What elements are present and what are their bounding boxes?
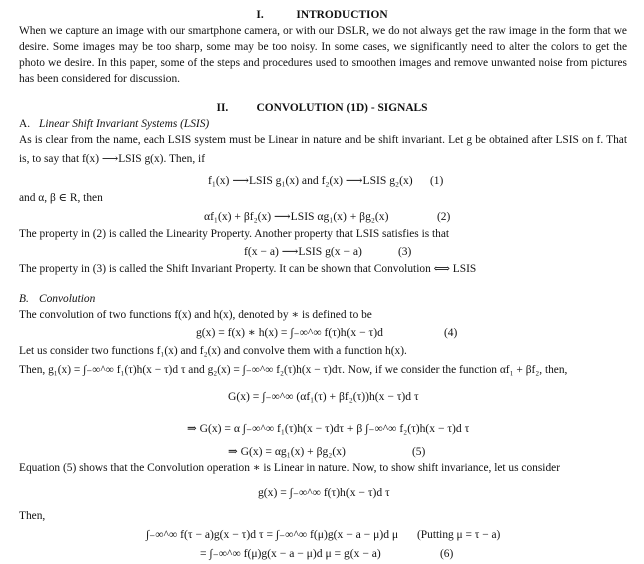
g1-g2-definition-line: Then, g₁(x) = ∫₋∞^∞ f₁(τ)h(x − τ)d τ and g₂(x) = ∫₋∞^∞ f₂(τ)h(x − τ)dτ. Now, if we consider the function αf₁ + βf₂, then, xyxy=(19,364,568,376)
subsection-heading-convolution xyxy=(19,291,95,307)
subsection-heading-lsis xyxy=(19,116,209,132)
subsection-title: Convolution xyxy=(39,293,96,305)
linearity-conclusion-line: Equation (5) shows that the Convolution operation ∗ is Linear in nature. Now, to show shift invariance, let us consider xyxy=(19,462,560,474)
intro-line-2: desire. Some images may be too sharp, some may be too noisy. In some cases, we significantly need to alter the colors to get the xyxy=(19,41,627,53)
section-title: INTRODUCTION xyxy=(296,9,388,21)
equation-4: g(x) = f(x) ∗ h(x) = ∫₋∞^∞ f(τ)h(x − τ)d xyxy=(196,326,383,339)
section-number: I. xyxy=(256,9,264,21)
equation-6-second-line: = ∫₋∞^∞ f(μ)g(x − a − μ)d μ = g(x − a) xyxy=(200,547,381,560)
linearity-property-line: The property in (2) is called the Linearity Property. Another property that LSIS satisfies is that xyxy=(19,228,450,240)
equation-1: f₁(x) ⟶LSIS g₁(x) and f₂(x) ⟶LSIS g₂(x) xyxy=(208,174,413,187)
subsection-label: B. xyxy=(19,293,29,305)
subsection-label: A. xyxy=(19,118,31,130)
lsis-line-1: As is clear from the name, each LSIS system must be Linear in nature and be shift invariant. Let g be obtained after LSIS on f. That xyxy=(19,134,627,146)
convolution-definition-line: The convolution of two functions f(x) and h(x), denoted by ∗ is defined to be xyxy=(19,309,372,321)
equation-g-convolution: g(x) = ∫₋∞^∞ f(τ)h(x − τ)d τ xyxy=(258,486,390,499)
then-line: Then, xyxy=(19,510,46,522)
intro-line-1: When we capture an image with our smartphone camera, or with our DSLR, we do not always get the raw image in the form that we xyxy=(19,25,627,37)
substitution-note: (Putting μ = τ − a) xyxy=(417,529,501,541)
shift-invariant-line: The property in (3) is called the Shift Invariant Property. It can be shown that Convolution ⟺ LSIS xyxy=(19,263,477,275)
equation-G-split: ⇒ G(x) = α ∫₋∞^∞ f₁(τ)h(x − τ)dτ + β ∫₋∞^∞ f₂(τ)h(x − τ)d τ xyxy=(187,422,470,435)
section-heading-convolution xyxy=(0,100,644,116)
equation-3: f(x − a) ⟶LSIS g(x − a) xyxy=(244,245,362,258)
alpha-beta-line: and α, β ∈ R, then xyxy=(19,192,103,204)
lsis-line-2: is, to say that f(x) ⟶LSIS g(x). Then, if xyxy=(19,153,206,165)
section-title: CONVOLUTION (1D) - SIGNALS xyxy=(256,102,428,114)
intro-line-4: has been considered for discussion. xyxy=(19,73,181,85)
equation-number-5: (5) xyxy=(412,446,426,458)
equation-2: αf₁(x) + βf₂(x) ⟶LSIS αg₁(x) + βg₂(x) xyxy=(204,210,389,223)
section-heading-introduction xyxy=(0,7,644,23)
equation-number-3: (3) xyxy=(398,246,412,258)
equation-G-linear-combination: G(x) = ∫₋∞^∞ (αf₁(τ) + βf₂(τ))h(x − τ)d τ xyxy=(228,390,419,403)
section-number: II. xyxy=(216,102,229,114)
equation-5: ⇒ G(x) = αg₁(x) + βg₂(x) xyxy=(228,445,346,458)
equation-6-first-line: ∫₋∞^∞ f(τ − a)g(x − τ)d τ = ∫₋∞^∞ f(μ)g(x − a − μ)d μ xyxy=(146,528,399,541)
subsection-title: Linear Shift Invariant Systems (LSIS) xyxy=(39,118,210,130)
equation-number-2: (2) xyxy=(437,211,451,223)
intro-line-3: photo we desire. In this paper, some of the steps and procedures used to smoothen images and remove unwanted noise from pictures xyxy=(19,57,627,69)
consider-functions-line: Let us consider two functions f₁(x) and f₂(x) and convolve them with a function h(x). xyxy=(19,345,407,357)
equation-number-4: (4) xyxy=(444,327,458,339)
equation-number-6: (6) xyxy=(440,548,454,560)
equation-number-1: (1) xyxy=(430,175,444,187)
